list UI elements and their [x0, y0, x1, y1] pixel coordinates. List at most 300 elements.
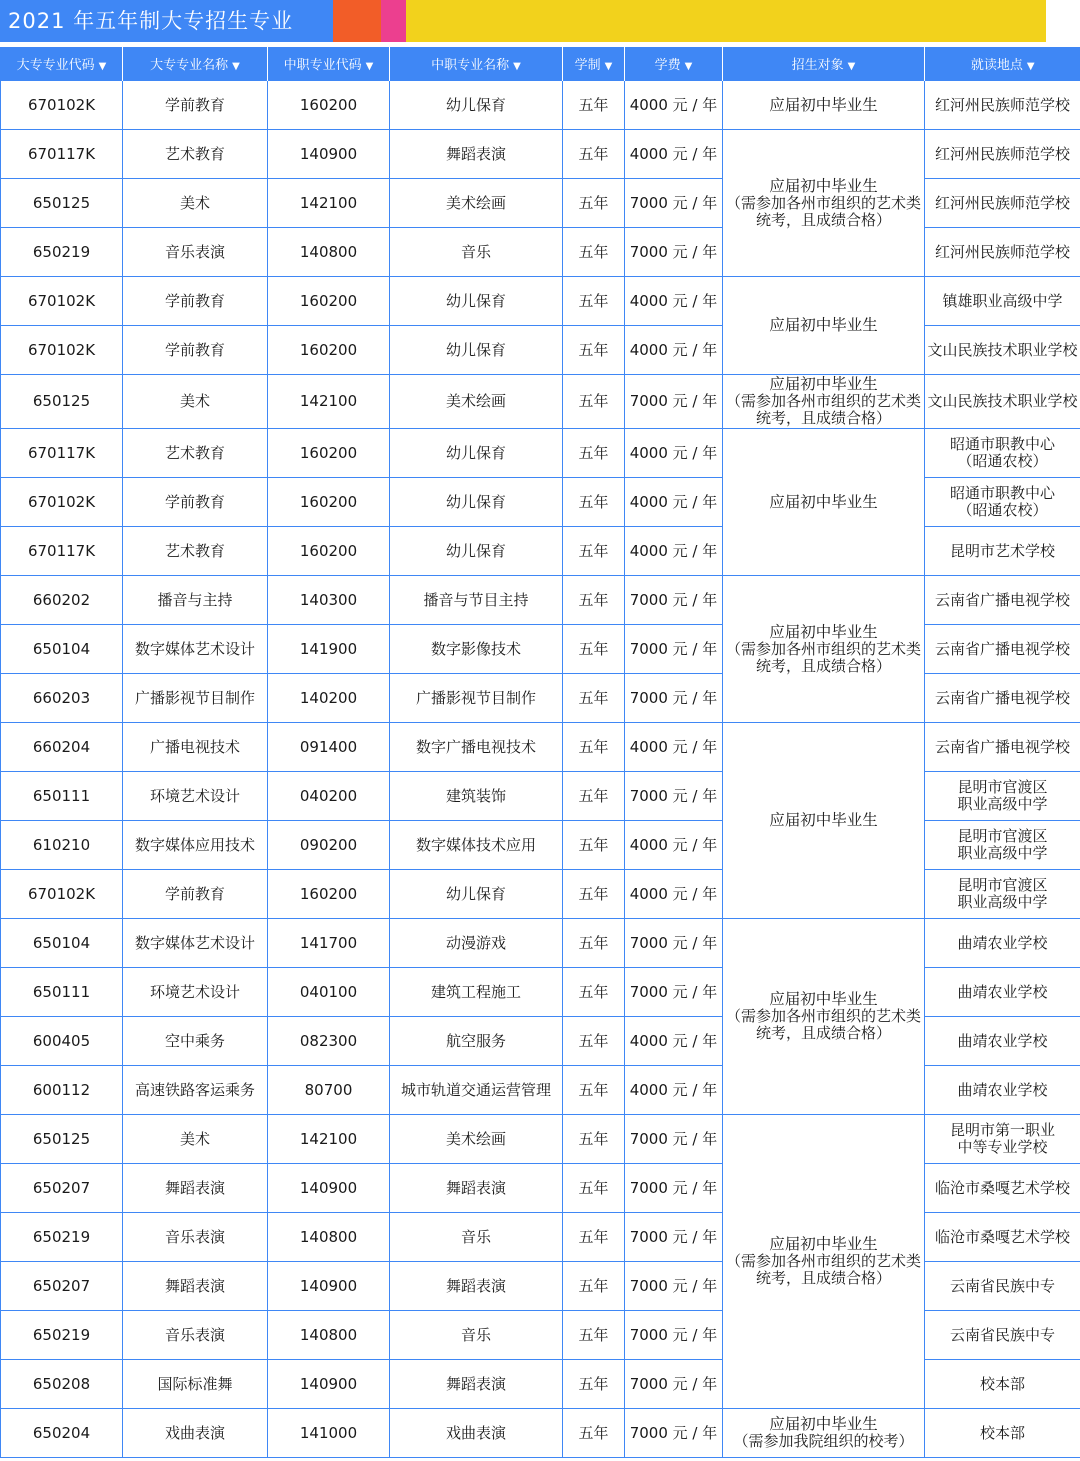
study-location: [925, 228, 1080, 277]
target-main: 应届初中毕业生: [769, 622, 878, 641]
column-header-label: 中职专业名称: [431, 58, 510, 73]
study-duration: 五年: [563, 429, 625, 478]
enrollment-target: [723, 1409, 925, 1458]
location-line: 职业高级中学: [957, 844, 1048, 862]
tuition-fee: 7000 元 / 年: [625, 375, 723, 429]
table-row: [1, 130, 1080, 179]
banner-yellow-block: [406, 0, 1046, 42]
table-header-row: [1, 47, 1080, 81]
secondary-major-code: 140800: [268, 1311, 390, 1360]
study-duration: 五年: [563, 968, 625, 1017]
table-row: [1, 1115, 1080, 1164]
location-line: 云南省广播电视学校: [934, 737, 1070, 756]
tuition-fee: 4000 元 / 年: [625, 870, 723, 919]
college-major-code: 650125: [1, 375, 123, 429]
location-line: 曲靖农业学校: [957, 933, 1048, 952]
target-note: （需参加各州市组织的艺术类: [725, 392, 921, 410]
study-duration: 五年: [563, 1262, 625, 1311]
study-location: [925, 1066, 1080, 1115]
enrollment-target: [723, 919, 925, 1115]
study-location: [925, 723, 1080, 772]
column-header-4[interactable]: [390, 47, 563, 81]
caret-down-icon[interactable]: ▼: [604, 61, 613, 72]
study-duration: 五年: [563, 1115, 625, 1164]
column-header-label: 大专专业名称: [150, 58, 229, 73]
column-header-label: 就读地点: [970, 58, 1023, 73]
secondary-major-name: 美术绘画: [390, 179, 563, 228]
college-major-name: 环境艺术设计: [123, 772, 268, 821]
secondary-major-name: 美术绘画: [390, 1115, 563, 1164]
location-line: 文山民族技术职业学校: [927, 340, 1078, 359]
secondary-major-code: 160200: [268, 870, 390, 919]
secondary-major-name: 幼儿保育: [390, 326, 563, 375]
college-major-code: 650104: [1, 919, 123, 968]
college-major-code: 650207: [1, 1164, 123, 1213]
program-table: [0, 47, 1080, 1458]
college-major-name: 舞蹈表演: [123, 1164, 268, 1213]
tuition-fee: 7000 元 / 年: [625, 1360, 723, 1409]
secondary-major-name: 建筑工程施工: [390, 968, 563, 1017]
college-major-name: 学前教育: [123, 478, 268, 527]
secondary-major-code: 140800: [268, 228, 390, 277]
secondary-major-name: 美术绘画: [390, 375, 563, 429]
table-row: [1, 429, 1080, 478]
college-major-name: 播音与主持: [123, 576, 268, 625]
college-major-code: 670102K: [1, 478, 123, 527]
college-major-code: 650111: [1, 968, 123, 1017]
location-line: 文山民族技术职业学校: [927, 392, 1078, 410]
study-duration: 五年: [563, 1409, 625, 1458]
target-note: （需参加各州市组织的艺术类: [725, 1007, 921, 1025]
tuition-fee: 7000 元 / 年: [625, 1164, 723, 1213]
target-main: 应届初中毕业生: [769, 492, 878, 511]
location-line: 临沧市桑嘎艺术学校: [934, 1227, 1070, 1246]
table-row: [1, 723, 1080, 772]
study-duration: 五年: [563, 375, 625, 429]
location-line: 红河州民族师范学校: [934, 193, 1070, 212]
study-location: [925, 277, 1080, 326]
study-location: [925, 179, 1080, 228]
secondary-major-code: 040100: [268, 968, 390, 1017]
location-line: 职业高级中学: [957, 893, 1048, 911]
secondary-major-name: 音乐: [390, 1311, 563, 1360]
location-line: 云南省民族中专: [949, 1276, 1055, 1295]
secondary-major-code: 140900: [268, 1262, 390, 1311]
banner-pink-block: [381, 0, 406, 42]
column-header-label: 招生对象: [791, 58, 844, 73]
study-duration: 五年: [563, 576, 625, 625]
study-location: [925, 527, 1080, 576]
tuition-fee: 4000 元 / 年: [625, 81, 723, 130]
college-major-code: 650204: [1, 1409, 123, 1458]
study-duration: 五年: [563, 919, 625, 968]
college-major-code: 670102K: [1, 81, 123, 130]
tuition-fee: 4000 元 / 年: [625, 1066, 723, 1115]
tuition-fee: 7000 元 / 年: [625, 968, 723, 1017]
location-line: 昆明市官渡区: [957, 778, 1048, 796]
column-header-8[interactable]: [925, 47, 1080, 81]
study-duration: 五年: [563, 130, 625, 179]
secondary-major-name: 建筑装饰: [390, 772, 563, 821]
study-location: [925, 1213, 1080, 1262]
secondary-major-name: 广播影视节目制作: [390, 674, 563, 723]
college-major-name: 音乐表演: [123, 1311, 268, 1360]
tuition-fee: 7000 元 / 年: [625, 1115, 723, 1164]
study-duration: 五年: [563, 1066, 625, 1115]
tuition-fee: 4000 元 / 年: [625, 821, 723, 870]
college-major-name: 学前教育: [123, 326, 268, 375]
secondary-major-code: 140800: [268, 1213, 390, 1262]
tuition-fee: 4000 元 / 年: [625, 1017, 723, 1066]
secondary-major-code: 091400: [268, 723, 390, 772]
enrollment-target: [723, 723, 925, 919]
secondary-major-code: 80700: [268, 1066, 390, 1115]
location-line: 曲靖农业学校: [957, 982, 1048, 1001]
secondary-major-code: 160200: [268, 478, 390, 527]
secondary-major-name: 航空服务: [390, 1017, 563, 1066]
location-line: （昭通农校）: [957, 501, 1048, 519]
study-location: [925, 326, 1080, 375]
location-line: 云南省广播电视学校: [934, 688, 1070, 707]
secondary-major-name: 幼儿保育: [390, 527, 563, 576]
secondary-major-code: 140900: [268, 1164, 390, 1213]
college-major-name: 舞蹈表演: [123, 1262, 268, 1311]
column-header-label: 中职专业代码: [283, 58, 362, 73]
column-header-5[interactable]: [563, 47, 625, 81]
tuition-fee: 4000 元 / 年: [625, 277, 723, 326]
target-main: 应届初中毕业生: [769, 811, 878, 829]
secondary-major-code: 141700: [268, 919, 390, 968]
title-banner: [0, 0, 1080, 42]
tuition-fee: 7000 元 / 年: [625, 674, 723, 723]
study-duration: 五年: [563, 1017, 625, 1066]
location-line: 曲靖农业学校: [957, 1031, 1048, 1050]
college-major-name: 数字媒体艺术设计: [123, 625, 268, 674]
secondary-major-code: 160200: [268, 527, 390, 576]
college-major-name: 戏曲表演: [123, 1409, 268, 1458]
target-note: （需参加各州市组织的艺术类: [725, 1252, 921, 1270]
table-row: [1, 1409, 1080, 1458]
target-main: 应届初中毕业生: [769, 1235, 878, 1253]
study-duration: 五年: [563, 674, 625, 723]
secondary-major-name: 幼儿保育: [390, 870, 563, 919]
study-duration: 五年: [563, 1213, 625, 1262]
secondary-major-code: 141000: [268, 1409, 390, 1458]
tuition-fee: 7000 元 / 年: [625, 1213, 723, 1262]
location-line: 云南省民族中专: [949, 1325, 1055, 1344]
college-major-code: 660202: [1, 576, 123, 625]
tuition-fee: 7000 元 / 年: [625, 919, 723, 968]
secondary-major-name: 音乐: [390, 228, 563, 277]
college-major-name: 学前教育: [123, 277, 268, 326]
study-location: [925, 81, 1080, 130]
college-major-name: 数字媒体应用技术: [123, 821, 268, 870]
secondary-major-name: 音乐: [390, 1213, 563, 1262]
column-header-label: 学费: [654, 58, 681, 73]
table-body: [1, 81, 1080, 1458]
study-location: [925, 1360, 1080, 1409]
study-duration: 五年: [563, 179, 625, 228]
secondary-major-name: 舞蹈表演: [390, 1360, 563, 1409]
tuition-fee: 4000 元 / 年: [625, 478, 723, 527]
location-line: 曲靖农业学校: [957, 1080, 1048, 1099]
study-location: [925, 870, 1080, 919]
college-major-name: 音乐表演: [123, 228, 268, 277]
banner-orange-block: [333, 0, 381, 42]
study-duration: 五年: [563, 527, 625, 576]
column-header-6[interactable]: [625, 47, 723, 81]
college-major-code: 650219: [1, 228, 123, 277]
page-title: 2021 年五年制大专招生专业: [0, 0, 333, 42]
study-duration: 五年: [563, 1311, 625, 1360]
college-major-name: 美术: [123, 179, 268, 228]
location-line: 临沧市桑嘎艺术学校: [934, 1178, 1070, 1197]
target-main: 应届初中毕业生: [769, 990, 878, 1008]
target-note: 统考，且成绩合格）: [755, 656, 891, 675]
location-line: 职业高级中学: [957, 795, 1048, 813]
college-major-code: 650125: [1, 179, 123, 228]
college-major-name: 国际标准舞: [123, 1360, 268, 1409]
college-major-name: 艺术教育: [123, 527, 268, 576]
caret-down-icon[interactable]: ▼: [684, 61, 693, 72]
tuition-fee: 7000 元 / 年: [625, 1311, 723, 1360]
college-major-code: 670102K: [1, 326, 123, 375]
target-main: 应届初中毕业生: [769, 375, 878, 393]
study-duration: 五年: [563, 772, 625, 821]
secondary-major-name: 播音与节目主持: [390, 576, 563, 625]
study-duration: 五年: [563, 625, 625, 674]
column-header-1[interactable]: [1, 47, 123, 81]
study-location: [925, 130, 1080, 179]
secondary-major-code: 040200: [268, 772, 390, 821]
location-line: 红河州民族师范学校: [934, 242, 1070, 261]
college-major-code: 650104: [1, 625, 123, 674]
secondary-major-code: 142100: [268, 179, 390, 228]
column-header-2[interactable]: [123, 47, 268, 81]
college-major-code: 660203: [1, 674, 123, 723]
college-major-code: 600112: [1, 1066, 123, 1115]
study-location: [925, 821, 1080, 870]
target-note: 统考，且成绩合格）: [755, 1024, 891, 1042]
study-location: [925, 625, 1080, 674]
secondary-major-code: 140200: [268, 674, 390, 723]
location-line: 云南省广播电视学校: [934, 639, 1070, 658]
study-location: [925, 1311, 1080, 1360]
college-major-code: 670102K: [1, 870, 123, 919]
study-location: [925, 1262, 1080, 1311]
secondary-major-name: 城市轨道交通运营管理: [390, 1066, 563, 1115]
college-major-code: 650125: [1, 1115, 123, 1164]
enrollment-target: [723, 277, 925, 375]
college-major-name: 学前教育: [123, 870, 268, 919]
college-major-code: 670117K: [1, 130, 123, 179]
tuition-fee: 7000 元 / 年: [625, 228, 723, 277]
secondary-major-name: 戏曲表演: [390, 1409, 563, 1458]
target-main: 应届初中毕业生: [769, 316, 878, 334]
secondary-major-name: 幼儿保育: [390, 478, 563, 527]
tuition-fee: 7000 元 / 年: [625, 179, 723, 228]
college-major-name: 学前教育: [123, 81, 268, 130]
college-major-code: 600405: [1, 1017, 123, 1066]
enrollment-target: [723, 1115, 925, 1409]
secondary-major-code: 142100: [268, 375, 390, 429]
college-major-code: 610210: [1, 821, 123, 870]
target-note: 统考，且成绩合格）: [755, 409, 891, 427]
tuition-fee: 4000 元 / 年: [625, 130, 723, 179]
target-note: 统考，且成绩合格）: [755, 1269, 891, 1287]
college-major-code: 650111: [1, 772, 123, 821]
caret-down-icon[interactable]: ▼: [98, 61, 107, 72]
college-major-name: 音乐表演: [123, 1213, 268, 1262]
secondary-major-name: 舞蹈表演: [390, 130, 563, 179]
location-line: 镇雄职业高级中学: [942, 291, 1063, 310]
enrollment-target: [723, 130, 925, 277]
tuition-fee: 7000 元 / 年: [625, 1409, 723, 1458]
tuition-fee: 4000 元 / 年: [625, 723, 723, 772]
table-row: [1, 919, 1080, 968]
study-location: [925, 1409, 1080, 1458]
location-line: 云南省广播电视学校: [934, 590, 1070, 609]
table-row: [1, 576, 1080, 625]
study-duration: 五年: [563, 723, 625, 772]
table-row: [1, 277, 1080, 326]
caret-down-icon[interactable]: ▼: [847, 61, 856, 72]
column-header-label: 大专专业代码: [16, 58, 95, 73]
study-duration: 五年: [563, 228, 625, 277]
target-main: 应届初中毕业生: [769, 1415, 878, 1433]
enrollment-target: [723, 375, 925, 429]
college-major-name: 空中乘务: [123, 1017, 268, 1066]
caret-down-icon[interactable]: ▼: [232, 61, 240, 72]
college-major-name: 广播影视节目制作: [123, 674, 268, 723]
secondary-major-name: 舞蹈表演: [390, 1262, 563, 1311]
location-line: 校本部: [979, 1374, 1025, 1393]
tuition-fee: 7000 元 / 年: [625, 772, 723, 821]
target-note: （需参加我院组织的校考）: [733, 1432, 914, 1450]
secondary-major-name: 数字影像技术: [390, 625, 563, 674]
target-note: （需参加各州市组织的艺术类: [725, 639, 921, 658]
caret-down-icon[interactable]: ▼: [1026, 61, 1035, 72]
tuition-fee: 4000 元 / 年: [625, 326, 723, 375]
tuition-fee: 7000 元 / 年: [625, 1262, 723, 1311]
study-duration: 五年: [563, 870, 625, 919]
study-location: [925, 429, 1080, 478]
secondary-major-name: 动漫游戏: [390, 919, 563, 968]
table-row: [1, 375, 1080, 429]
enrollment-target: [723, 81, 925, 130]
study-location: [925, 576, 1080, 625]
enrollment-target: [723, 429, 925, 576]
college-major-code: 650219: [1, 1311, 123, 1360]
column-header-3[interactable]: [268, 47, 390, 81]
study-duration: 五年: [563, 1164, 625, 1213]
secondary-major-code: 160200: [268, 81, 390, 130]
study-location: [925, 1017, 1080, 1066]
study-duration: 五年: [563, 277, 625, 326]
secondary-major-code: 140900: [268, 1360, 390, 1409]
location-line: 红河州民族师范学校: [934, 144, 1070, 163]
enrollment-target: [723, 576, 925, 723]
college-major-name: 高速铁路客运乘务: [123, 1066, 268, 1115]
location-line: 红河州民族师范学校: [934, 95, 1070, 114]
location-line: 校本部: [979, 1423, 1025, 1442]
target-note: 统考，且成绩合格）: [755, 210, 891, 229]
college-major-name: 环境艺术设计: [123, 968, 268, 1017]
caret-down-icon[interactable]: ▼: [365, 61, 374, 72]
target-note: （需参加各州市组织的艺术类: [725, 193, 921, 212]
study-location: [925, 375, 1080, 429]
study-location: [925, 968, 1080, 1017]
college-major-name: 广播电视技术: [123, 723, 268, 772]
college-major-name: 美术: [123, 375, 268, 429]
college-major-code: 650219: [1, 1213, 123, 1262]
college-major-code: 650207: [1, 1262, 123, 1311]
secondary-major-code: 160200: [268, 326, 390, 375]
secondary-major-name: 数字广播电视技术: [390, 723, 563, 772]
caret-down-icon[interactable]: ▼: [513, 61, 521, 72]
study-location: [925, 919, 1080, 968]
study-location: [925, 478, 1080, 527]
tuition-fee: 4000 元 / 年: [625, 527, 723, 576]
secondary-major-code: 160200: [268, 429, 390, 478]
college-major-code: 670102K: [1, 277, 123, 326]
tuition-fee: 4000 元 / 年: [625, 429, 723, 478]
study-duration: 五年: [563, 1360, 625, 1409]
college-major-code: 670117K: [1, 527, 123, 576]
column-header-label: 学制: [574, 58, 601, 73]
location-line: 昆明市第一职业: [949, 1121, 1055, 1139]
table-row: [1, 81, 1080, 130]
study-duration: 五年: [563, 821, 625, 870]
target-main: 应届初中毕业生: [769, 95, 878, 114]
study-location: [925, 1164, 1080, 1213]
location-line: （昭通农校）: [957, 452, 1048, 470]
tuition-fee: 7000 元 / 年: [625, 625, 723, 674]
location-line: 昭通市职教中心: [949, 484, 1055, 502]
secondary-major-code: 140900: [268, 130, 390, 179]
location-line: 昭通市职教中心: [949, 435, 1055, 453]
study-location: [925, 772, 1080, 821]
secondary-major-code: 160200: [268, 277, 390, 326]
study-duration: 五年: [563, 478, 625, 527]
secondary-major-code: 142100: [268, 1115, 390, 1164]
secondary-major-code: 140300: [268, 576, 390, 625]
study-duration: 五年: [563, 81, 625, 130]
college-major-code: 650208: [1, 1360, 123, 1409]
column-header-7[interactable]: [723, 47, 925, 81]
study-duration: 五年: [563, 326, 625, 375]
college-major-name: 美术: [123, 1115, 268, 1164]
secondary-major-code: 141900: [268, 625, 390, 674]
secondary-major-name: 幼儿保育: [390, 81, 563, 130]
secondary-major-code: 090200: [268, 821, 390, 870]
tuition-fee: 7000 元 / 年: [625, 576, 723, 625]
college-major-code: 670117K: [1, 429, 123, 478]
location-line: 昆明市艺术学校: [949, 541, 1055, 560]
college-major-name: 艺术教育: [123, 429, 268, 478]
secondary-major-name: 舞蹈表演: [390, 1164, 563, 1213]
study-location: [925, 674, 1080, 723]
target-main: 应届初中毕业生: [769, 176, 878, 195]
study-location: [925, 1115, 1080, 1164]
secondary-major-code: 082300: [268, 1017, 390, 1066]
location-line: 昆明市官渡区: [957, 827, 1048, 845]
college-major-name: 数字媒体艺术设计: [123, 919, 268, 968]
secondary-major-name: 数字媒体技术应用: [390, 821, 563, 870]
secondary-major-name: 幼儿保育: [390, 277, 563, 326]
location-line: 昆明市官渡区: [957, 876, 1048, 894]
location-line: 中等专业学校: [957, 1138, 1048, 1156]
